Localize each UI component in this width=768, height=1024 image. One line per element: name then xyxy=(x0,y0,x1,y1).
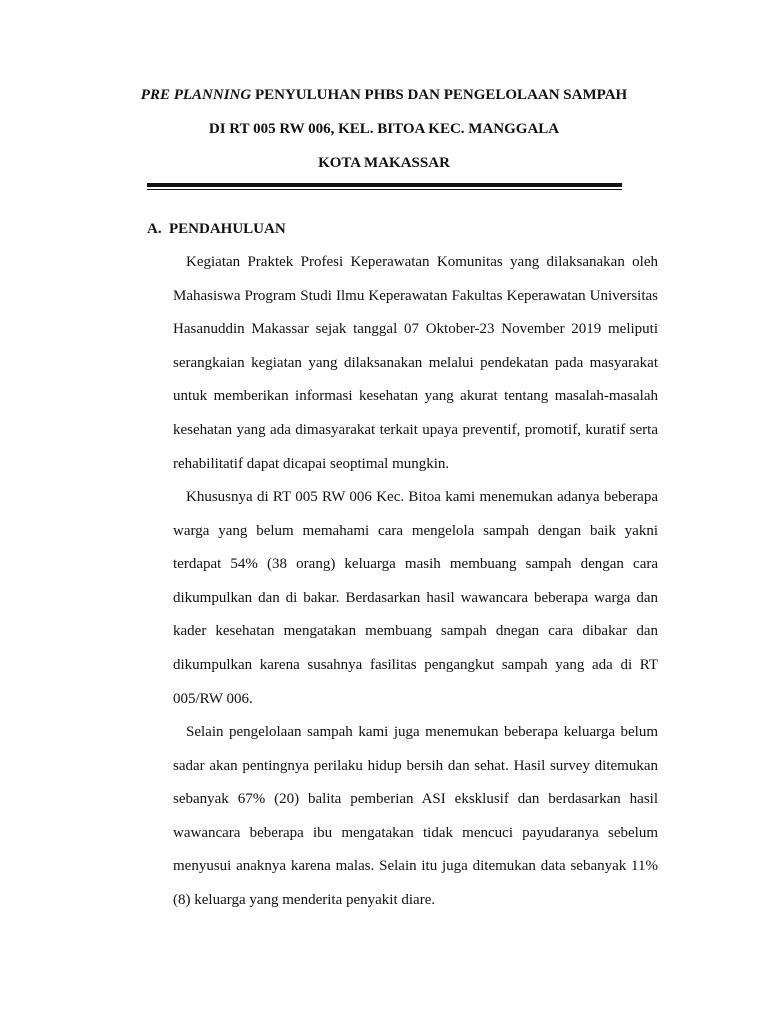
title-rest-part: PENYULUHAN PHBS DAN PENGELOLAAN SAMPAH xyxy=(251,87,628,103)
paragraph-3: Selain pengelolaan sampah kami juga menemukan beberapa keluarga belum sadar akan pentingnya perilaku hidup bersih dan sehat. Hasil survey ditemukan sebanyak 67% (20) balita pemberian ASI eksklusif dan berdasarkan hasil wawancara beberapa ibu mengatakan tidak mencuci payudaranya sebelum menyusui anaknya karena malas. Selain itu juga ditemukan data sebanyak 11% (8) keluarga yang menderita penyakit diare. xyxy=(173,724,658,908)
title-italic-part: PRE PLANNING xyxy=(140,87,252,103)
title-rule-thin xyxy=(147,189,622,190)
title-rule-thick xyxy=(147,183,622,187)
title-line-2: DI RT 005 RW 006, KEL. BITOA KEC. MANGGALA xyxy=(208,121,560,137)
section-marker: A. xyxy=(147,221,162,237)
section-title: PENDAHULUAN xyxy=(169,221,286,237)
title-line-1 xyxy=(0,86,768,104)
section-heading xyxy=(147,220,286,238)
paragraph-1: Kegiatan Praktek Profesi Keperawatan Komunitas yang dilaksanakan oleh Mahasiswa Program Studi Ilmu Keperawatan Fakultas Keperawatan Universitas Hasanuddin Makassar sejak tanggal 07 Oktober-23 November 2019 meliputi serangkaian kegiatan yang dilaksanakan melalui pendekatan pada masyarakat untuk memberikan informasi kesehatan yang akurat tentang masalah-masalah kesehatan yang ada dimasyarakat terkait upaya preventif, promotif, kuratif serta rehabilitatif dapat dicapai seoptimal mungkin. xyxy=(173,254,658,472)
title-line-3: KOTA MAKASSAR xyxy=(318,155,450,171)
paragraph-2: Khususnya di RT 005 RW 006 Kec. Bitoa kami menemukan adanya beberapa warga yang belum memahami cara mengelola sampah dengan baik yakni terdapat 54% (38 orang) keluarga masih membuang sampah dengan cara dikumpulkan dan di bakar. Berdasarkan hasil wawancara beberapa warga dan kader kesehatan mengatakan membuang sampah dnegan cara dibakar dan dikumpulkan karena susahnya fasilitas pengangkut sampah yang ada di RT 005/RW 006. xyxy=(173,489,658,707)
